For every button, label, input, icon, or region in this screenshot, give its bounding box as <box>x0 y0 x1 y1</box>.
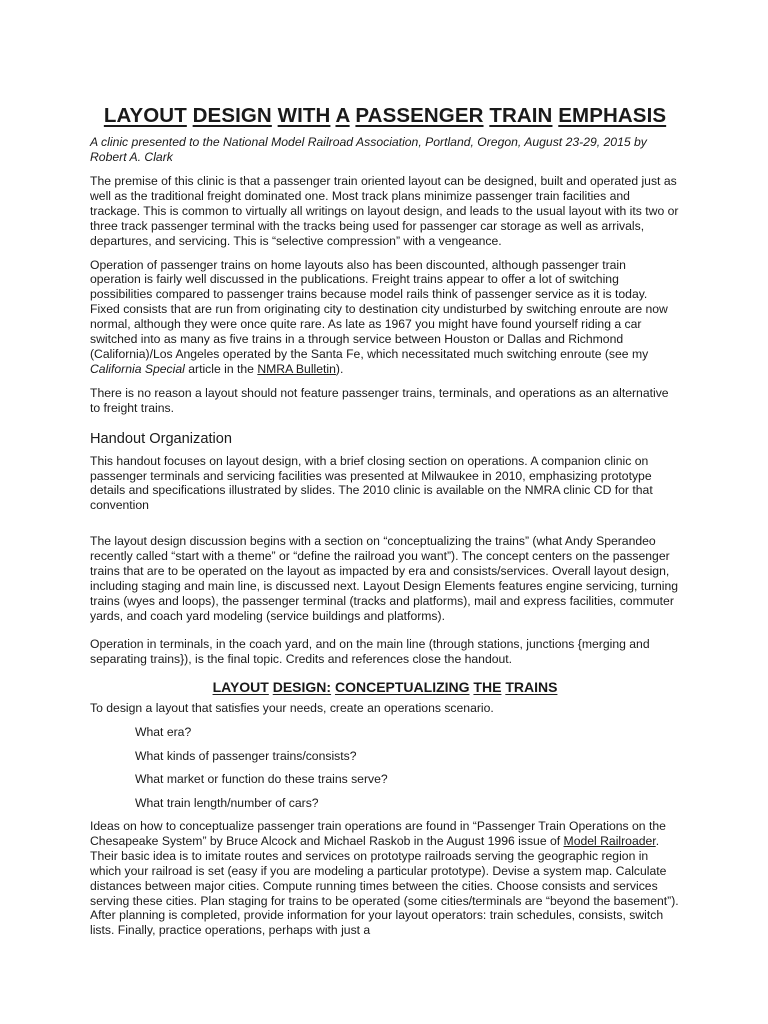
title-word: DESIGN <box>192 104 272 127</box>
nmra-bulletin-link[interactable]: NMRA Bulletin <box>257 361 336 376</box>
section-heading-handout-organization: Handout Organization <box>90 430 232 447</box>
paragraph-text: . Their basic idea is to imitate routes and services on prototype railroads serving the geographic region in which your railroad is set (easy if you are modeling a particular prototype). Devise a system map. Calculate distances between major cities. Compute running times between the cities. Choose consists and services serving these cities. Plan staging for trains to be operated (some cities/terminals are “beyond the basement”). After planning is completed, provide information for your layout operators: train schedules, consists, switch lists. Finally, practice operations, perhaps with just a <box>90 833 679 938</box>
question-list <box>90 725 680 810</box>
italic-title: California Special <box>90 361 185 376</box>
title-word: TRAIN <box>489 104 553 127</box>
paragraph-handout-focus: This handout focuses on layout design, with a brief closing section on operations. A companion clinic on passenger terminals and servicing facilities was presented at Milwaukee in 2010, emphasizing prototype details and specifications illustrated by slides. The 2010 clinic is available on the NMRA clinic CD for that convention <box>90 453 653 513</box>
title-word: A <box>335 104 350 127</box>
list-item: What era? <box>135 725 192 740</box>
model-railroader-link[interactable]: Model Railroader <box>563 833 656 848</box>
paragraph-text: ). <box>335 361 344 376</box>
paragraph-text: article in the <box>184 361 258 376</box>
paragraph-operation-topic: Operation in terminals, in the coach yard, and on the main line (through stations, junctions {merging and separating trains}), is the final topic. Credits and references close the handout. <box>90 636 650 666</box>
heading-word: THE <box>473 679 502 696</box>
title-word: LAYOUT <box>103 104 187 127</box>
title-word: EMPHASIS <box>558 104 667 127</box>
document-subtitle: A clinic presented to the National Model Railroad Association, Portland, Oregon, August 23-29, 2015 by Robert A. Clark <box>90 135 647 164</box>
paragraph-no-reason: There is no reason a layout should not feature passenger trains, terminals, and operations as an alternative to freight trains. <box>90 385 669 415</box>
paragraph-spacer <box>90 522 680 534</box>
heading-word: TRAINS <box>505 679 558 696</box>
paragraph-design-intro: To design a layout that satisfies your needs, create an operations scenario. <box>90 701 494 716</box>
paragraph-text: Ideas on how to conceptualize passenger train operations are found in “Passenger Train Operations on the Chesapeake System” by Bruce Alcock and Michael Raskob in the August 1996 issue of <box>90 819 666 848</box>
paragraph-premise: The premise of this clinic is that a passenger train oriented layout can be designed, built and operated just as well as the traditional freight dominated one. Most track plans minimize passenger train facilities and trackage. This is common to virtually all writings on layout design, and leads to the usual layout with its two or three track passenger terminal with the tracks being used for passenger car storage as well as arrivals, departures, and servicing. This is “selective compression” with a vengeance. <box>90 174 679 248</box>
heading-word: CONCEPTUALIZING <box>334 679 470 696</box>
title-word: WITH <box>277 104 331 127</box>
title-word: PASSENGER <box>355 104 484 127</box>
document-body <box>90 103 680 947</box>
paragraph-operation <box>90 258 680 377</box>
list-item: What market or function do these trains serve? <box>135 772 388 787</box>
list-item: What train length/number of cars? <box>135 795 319 810</box>
section-heading-conceptualizing <box>90 678 680 696</box>
heading-word: LAYOUT <box>212 679 269 696</box>
document-title <box>90 103 680 129</box>
paragraph-text: Operation of passenger trains on home layouts also has been discounted, although passenger train operation is fairly well discussed in the publications. Freight trains appear to offer a lot of switching possibilities compared to passenger trains because model rails think of passenger service as it is today. Fixed consists that are run from originating city to destination city undisturbed by switching enroute are now normal, although they were once quite rare. As late as 1967 you might have found yourself riding a car switched into as many as five trains in a through service between Houston or Dallas and Richmond (California)/Los Angeles operated by the Santa Fe, which necessitated much switching enroute (see my <box>90 257 668 361</box>
paragraph-ideas <box>90 819 680 938</box>
heading-word: DESIGN: <box>272 679 332 696</box>
list-item: What kinds of passenger trains/consists? <box>135 748 357 763</box>
paragraph-layout-discussion: The layout design discussion begins with a section on “conceptualizing the trains” (what Andy Sperandeo recently called “start with a theme” or “define the railroad you want”). The concept centers on the passenger trains that are to be operated on the layout as impacted by era and consists/services. Overall layout design, including staging and main line, is discussed next. Layout Design Elements features engine servicing, turning trains (wyes and loops), the passenger terminal (tracks and platforms), mail and express facilities, commuter yards, and coach yard modeling (service buildings and platforms). <box>90 534 679 623</box>
